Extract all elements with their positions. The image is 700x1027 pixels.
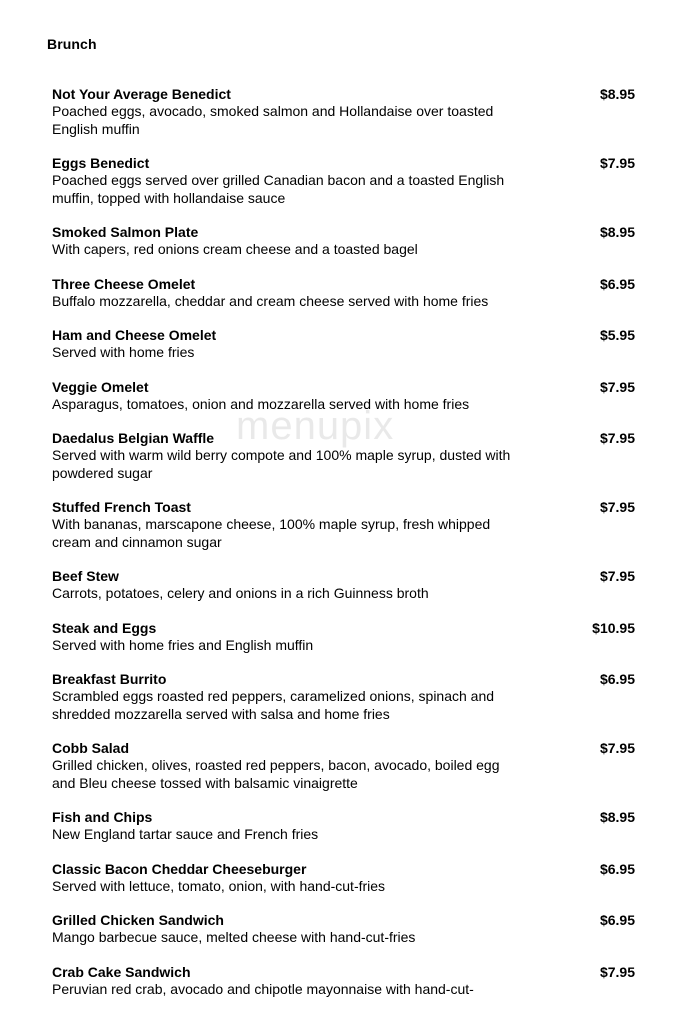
item-name: Crab Cake Sandwich (52, 963, 191, 980)
menu-item (52, 671, 638, 723)
menu-item (52, 327, 638, 362)
menu-list (52, 86, 638, 1015)
menu-item (52, 620, 638, 655)
item-price: $8.95 (599, 809, 635, 825)
item-name: Fish and Chips (52, 809, 153, 825)
menu-item (52, 964, 638, 999)
item-price: $6.95 (599, 912, 635, 928)
item-description: Poached eggs served over grilled Canadian bacon and a toasted English muffin, topped with hollandaise sauce (52, 172, 505, 206)
item-description: Poached eggs, avocado, smoked salmon and Hollandaise over toasted English muffin (52, 103, 494, 137)
item-price: $6.95 (599, 671, 635, 687)
item-description: Asparagus, tomatoes, onion and mozzarella served with home fries (52, 395, 470, 412)
item-name: Three Cheese Omelet (52, 275, 196, 292)
item-description: Buffalo mozzarella, cheddar and cream cheese served with home fries (52, 292, 489, 309)
menu-item (52, 740, 638, 792)
menu-item (52, 912, 638, 947)
item-name: Stuffed French Toast (52, 499, 191, 515)
item-price: $5.95 (599, 327, 635, 343)
item-description: Carrots, potatoes, celery and onions in a rich Guinness broth (52, 585, 429, 601)
item-price: $7.95 (599, 499, 635, 515)
item-description: Scrambled eggs roasted red peppers, caramelized onions, spinach and shredded mozzarella served with salsa and home fries (52, 688, 495, 722)
menu-item (52, 861, 638, 896)
item-name: Grilled Chicken Sandwich (52, 912, 224, 928)
item-description: New England tartar sauce and French fries (52, 826, 319, 842)
item-name: Daedalus Belgian Waffle (52, 430, 215, 446)
item-name: Veggie Omelet (52, 378, 149, 395)
menu-item (52, 155, 638, 207)
menu-item (52, 430, 638, 482)
item-description: Peruvian red crab, avocado and chipotle mayonnaise with hand-cut- (52, 980, 474, 997)
item-price: $10.95 (592, 619, 635, 636)
menu-item (52, 379, 638, 414)
item-price: $7.95 (599, 378, 635, 395)
item-name: Smoked Salmon Plate (52, 224, 199, 240)
item-description: Served with lettuce, tomato, onion, with hand-cut-fries (52, 877, 386, 894)
item-price: $8.95 (599, 86, 635, 102)
menu-item (52, 86, 638, 138)
item-price: $7.95 (599, 430, 635, 446)
menu-item (52, 276, 638, 311)
item-description: With capers, red onions cream cheese and a toasted bagel (52, 241, 418, 257)
item-price: $6.95 (599, 860, 635, 877)
item-name: Beef Stew (52, 568, 119, 584)
menu-item (52, 809, 638, 844)
item-description: Grilled chicken, olives, roasted red peppers, bacon, avocado, boiled egg and Bleu cheese tossed with balsamic vinaigrette (52, 757, 500, 791)
item-name: Steak and Eggs (52, 619, 157, 636)
item-price: $8.95 (599, 224, 635, 240)
item-description: Served with warm wild berry compote and 100% maple syrup, dusted with powdered sugar (52, 447, 511, 481)
item-price: $7.95 (599, 155, 635, 171)
menu-item (52, 224, 638, 259)
menu-item (52, 568, 638, 603)
item-name: Ham and Cheese Omelet (52, 327, 217, 343)
item-description: Served with home fries and English muffin (52, 636, 314, 653)
item-price: $7.95 (599, 568, 635, 584)
item-name: Cobb Salad (52, 740, 130, 756)
item-description: Mango barbecue sauce, melted cheese with hand-cut-fries (52, 929, 416, 945)
item-price: $6.95 (599, 275, 635, 292)
menu-item (52, 499, 638, 551)
page-title: Brunch (47, 36, 97, 52)
watermark-text: menupix (236, 404, 395, 448)
item-name: Not Your Average Benedict (52, 86, 231, 102)
item-description: With bananas, marscapone cheese, 100% maple syrup, fresh whipped cream and cinnamon sugar (52, 516, 491, 550)
item-price: $7.95 (599, 963, 635, 980)
item-description: Served with home fries (52, 344, 195, 360)
item-name: Breakfast Burrito (52, 671, 167, 687)
item-price: $7.95 (599, 740, 635, 756)
item-name: Classic Bacon Cheddar Cheeseburger (52, 860, 307, 877)
item-name: Eggs Benedict (52, 155, 150, 171)
